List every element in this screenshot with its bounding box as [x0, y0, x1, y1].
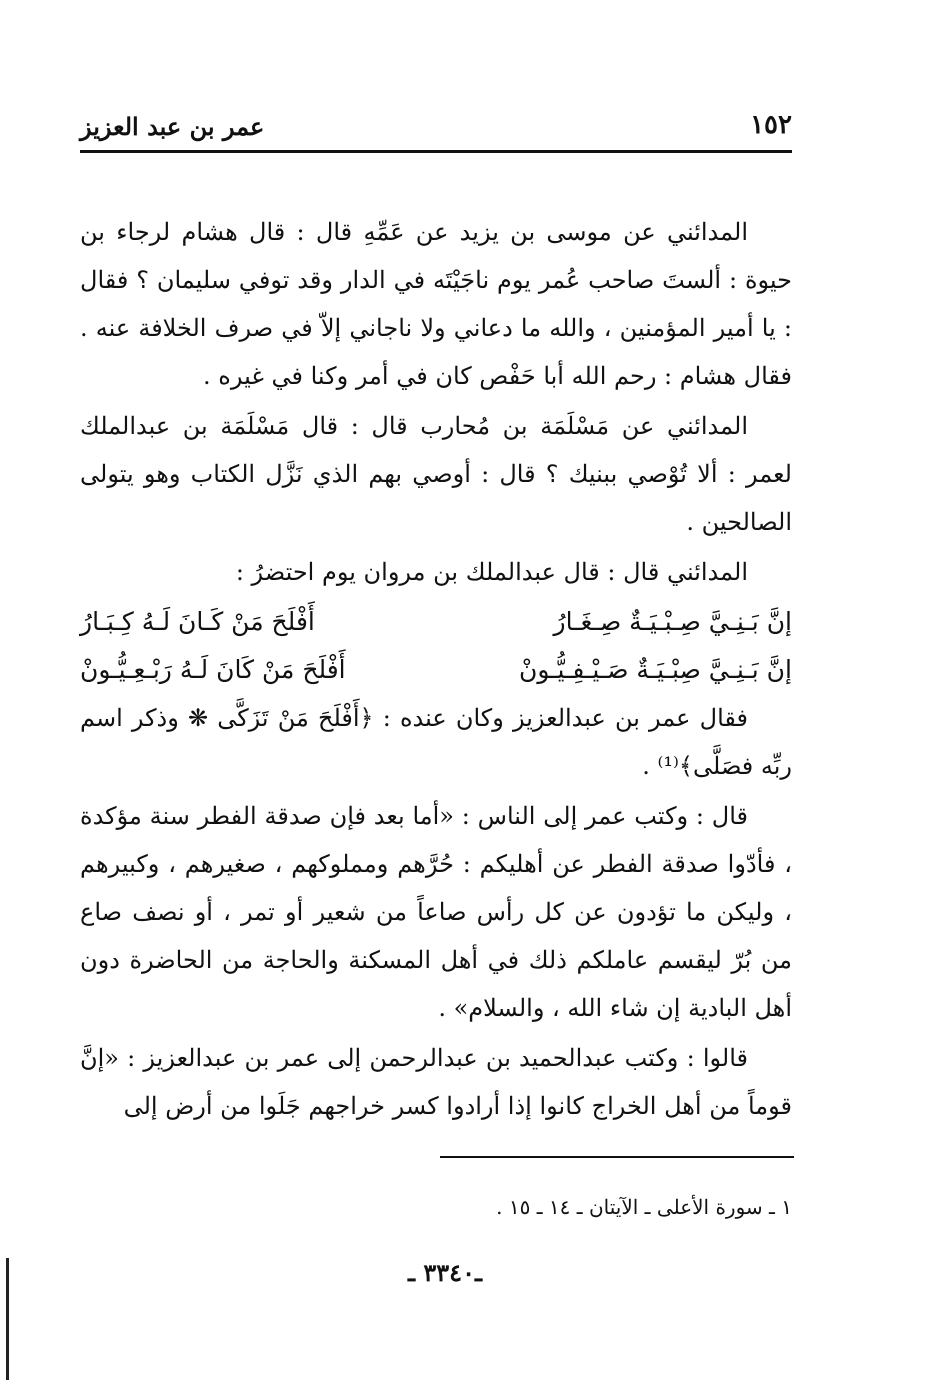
scan-margin-line [6, 1258, 9, 1380]
verse-1-second-hemistich: أَفْلَحَ مَنْ كَـانَ لَـهُ كِـبَـارُ [80, 607, 315, 636]
poem [80, 598, 792, 694]
paragraph-4: فقال عمر بن عبدالعزيز وكان عنده : ﴿أَفْلَحَ مَنْ تَزَكَّى ❋ وذكر اسم ربِّه فصَلَّى﴾⁽¹⁾ . [80, 704, 792, 780]
verse-1 [80, 598, 792, 646]
paragraph-6: قالوا : وكتب عبدالحميد بن عبدالرحمن إلى عمر بن عبدالعزيز : «إنَّ قوماً من أهل الخراج كانوا إذا أرادوا كسر خراجهم جَلَوا من أرض إلى [80, 1044, 792, 1120]
verse-2-first-hemistich: إنَّ بَـنِـيَّ صِبْـيَـةٌ صَـيْـفِـيُّـونْ [518, 655, 792, 684]
paragraph-3: المدائني قال : قال عبدالملك بن مروان يوم احتضرُ : [235, 558, 748, 586]
page-number: ١٥٢ [750, 110, 792, 140]
running-header [80, 106, 792, 153]
running-title: عمر بن عبد العزيز [80, 112, 265, 141]
paragraph-1: المدائني عن موسى بن يزيد عن عَمِّهِ قال : قال هشام لرجاء بن حيوة : ألستَ صاحب عُمر يوم ناجَيْتَه في الدار وقد توفي سليمان ؟ فقال : يا أمير المؤمنين ، والله ما دعاني ولا ناجاني إلاّ في صرف الخلافة عنه . فقال هشام : رحم الله أبا حَفْص كان في أمر وكنا في غيره . [80, 218, 792, 390]
footnote: ١ ـ سورة الأعلى ـ الآيتان ـ ١٤ ـ ١٥ . [496, 1195, 792, 1219]
folio-number: ـ٣٣٤٠ ـ [408, 1258, 482, 1287]
paragraph-5: قال : وكتب عمر إلى الناس : «أما بعد فإن صدقة الفطر سنة مؤكدة ، فأدّوا صدقة الفطر عن أهليكم : حُرَّهم ومملوكهم ، صغيرهم ، وكبيرهم ، وليكن ما تؤدون عن كل رأس صاعاً من شعير أو تمر ، أو نصف صاع من بُرّ ليقسم عاملكم ذلك في أهل المسكنة والحاجة من الحاضرة دون أهل البادية إن شاء الله ، والسلام» . [80, 802, 792, 1022]
footnote-separator [440, 1156, 794, 1158]
verse-1-first-hemistich: إنَّ بَـنِـيَّ صِـبْـيَـةٌ صِـغَـارُ [553, 607, 792, 636]
main-text [80, 208, 792, 1132]
verse-2 [80, 646, 792, 694]
verse-2-second-hemistich: أَفْلَحَ مَنْ كَانَ لَـهُ رَبْـعِـيُّـونْ [80, 655, 346, 684]
paragraph-2: المدائني عن مَسْلَمَة بن مُحارب قال : قال مَسْلَمَة بن عبدالملك لعمر : ألا تُوْصي ببنيك ؟ قال : أوصي بهم الذي نَزَّل الكتاب وهو يتولى الصالحين . [80, 412, 792, 536]
